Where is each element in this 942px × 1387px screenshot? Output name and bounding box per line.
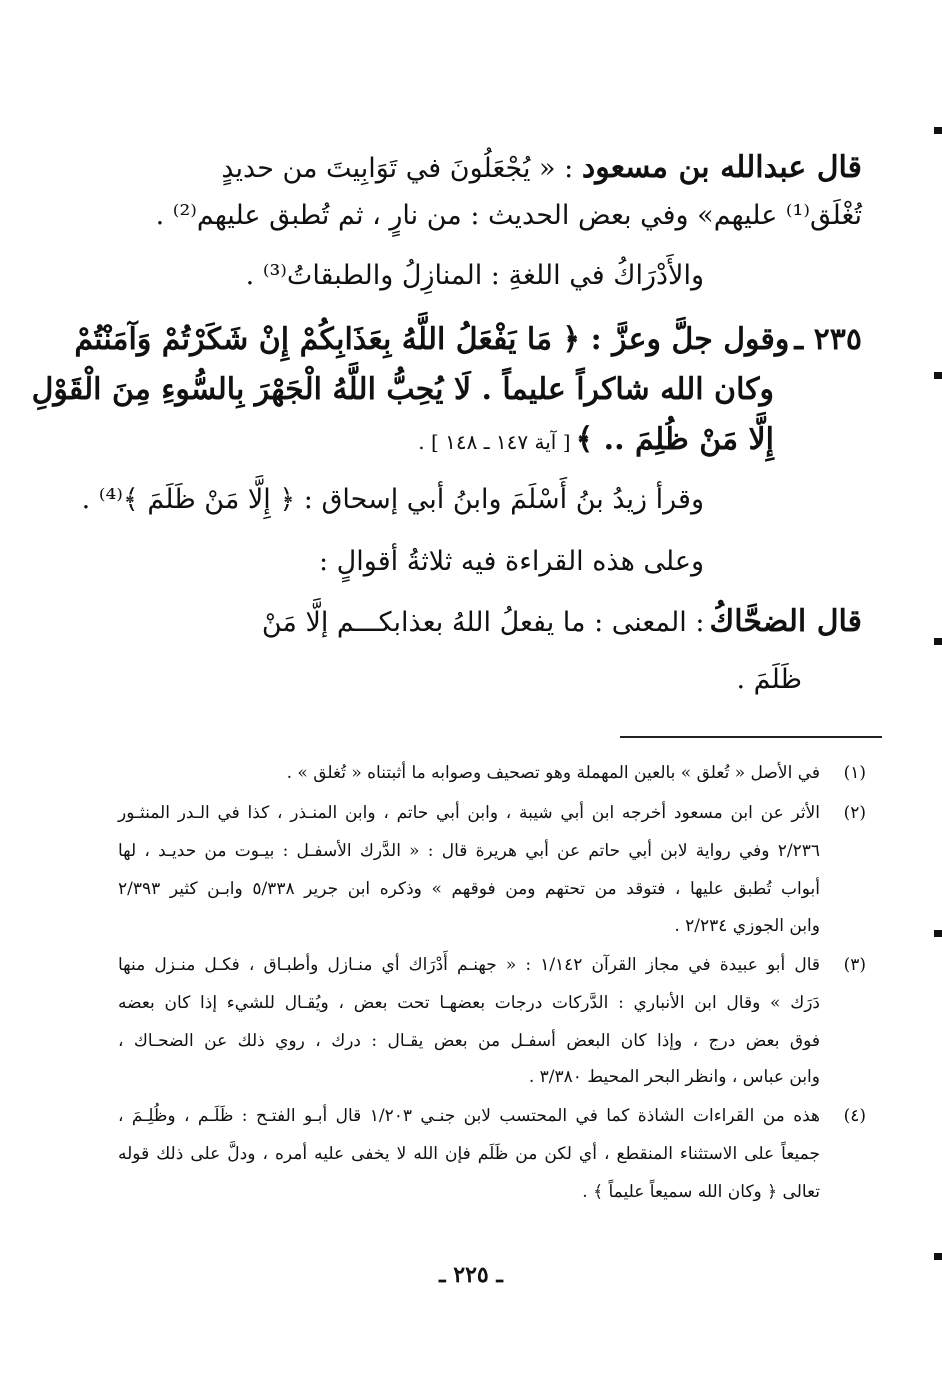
scan-edge-mark	[934, 372, 942, 379]
speaker-dahhak: قال الضحَّاكُ	[709, 604, 862, 639]
main-line-9	[110, 604, 862, 639]
footnote-number: (٤)	[843, 1106, 866, 1126]
footnote-number: (٣)	[843, 955, 866, 975]
main-line-2: تُغْلَق⁽¹⁾ عليهم» وفي بعض الحديث : من نارٍ ، ثم تُطبق عليهم⁽²⁾ .	[155, 200, 862, 231]
footnote-divider	[620, 736, 882, 738]
footnote-line: وابن الجوزي ٢/٢٣٤ .	[674, 916, 820, 936]
main-line-9-text: : المعنى : ما يفعلُ اللهُ بعذابكـــم إلَّا مَنْ	[261, 607, 705, 638]
footnote-line: هذه من القراءات الشاذة كما في المحتسب لابن جنـي ١/٢٠٣ قال أبـو الفتـح : ظَلَـم ، وظُلِـمَ ،	[118, 1106, 820, 1126]
verse-line-2: وكان الله شاكراً عليماً . لَا يُحِبُّ اللَّهُ الْجَهْرَ بِالسُّوءِ مِنَ الْقَوْلِ	[31, 372, 774, 407]
footnote-text: في الأصل « تُعلق » بالعين المهملة وهو تصحيف وصوابه ما أثبتناه « تُغلق » .	[286, 763, 820, 783]
footnote-line: تعالى ﴿ وكان الله سميعاً عليماً ﴾ .	[582, 1182, 820, 1202]
footnote-line: دَرَك » وقال ابن الأنباري : الدَّركات درجات بعضهـا تحت بعض ، ويُقـال للشيء إذا كان بعضه	[118, 993, 820, 1013]
verse-text-3: إِلَّا مَنْ ظُلِمَ .. ﴾	[575, 422, 774, 457]
footnote-number: (١)	[843, 763, 866, 783]
page-number: ـ ٢٢٥ ـ	[439, 1262, 503, 1288]
main-line-1	[110, 150, 862, 186]
footnote-line: أبواب تُطبق عليها ، فتوقد من تحتهم ومن فوقهم » وذكره ابن جرير ٥/٣٣٨ وابـن كثير ٢/٣٩٣	[118, 879, 820, 899]
speaker-ibn-masud: قال عبدالله بن مسعود	[581, 150, 862, 185]
main-line-1-text: : « يُجْعَلُونَ في تَوَابِيتَ من حديدٍ	[221, 153, 574, 184]
main-line-7: وقرأ زيدُ بنُ أَسْلَمَ وابنُ أبي إسحاق : ﴿ إِلَّا مَنْ ظَلَمَ ﴾⁽⁴⁾ .	[81, 484, 704, 515]
footnote-line: ٢/٢٣٦ وفي رواية لابن أبي حاتم عن أبي هريرة قال : « الدَّرك الأسفـل : بيـوت من حديـد ، لها	[118, 841, 820, 861]
scan-edge-mark	[934, 1253, 942, 1260]
footnote-line: الأثر عن ابن مسعود أخرجه ابن أبي شيبة ، وابن أبي حاتم ، وابن المنـذر ، كذا في الـدر المنثـور	[118, 803, 820, 823]
footnote-number: (٢)	[843, 803, 866, 823]
main-line-3: والأَدْرَاكُ في اللغةِ : المنازِلُ والطبقاتُ⁽³⁾ .	[245, 260, 704, 291]
main-line-10: ظَلَمَ .	[736, 664, 802, 695]
footnote-line: فوق بعض درج ، وإذا كان البعض أسفـل من بعض يقـال : درك ، روي ذلك عن الضحـاك ،	[118, 1031, 820, 1051]
scan-edge-mark	[934, 127, 942, 134]
footnote-line: وابن عباس ، وانظر البحر المحيط ٣/٣٨٠ .	[528, 1067, 820, 1087]
verse-number: ٢٣٥ ـ	[794, 322, 862, 357]
verse-line-1	[74, 322, 862, 357]
scan-edge-mark	[934, 930, 942, 937]
main-line-8: وعلى هذه القراءة فيه ثلاثةُ أقوالٍ :	[319, 546, 704, 577]
footnote-line: قال أبو عبيدة في مجاز القرآن ١/١٤٢ : « جهنـم أَدْرَاك أي منـازل وأطبـاق ، فكـل منـزل منها	[118, 955, 821, 975]
verse-text-1: وقول جلَّ وعزَّ : ﴿ مَا يَفْعَلُ اللَّهُ بِعَذَابِكُمْ إِنْ شَكَرْتُمْ وَآمَنْتُمْ	[74, 322, 790, 357]
scan-edge-mark	[934, 638, 942, 645]
verse-line-3	[110, 422, 774, 457]
footnote-line: جميعاً على الاستثناء المنقطع ، أي لكن من ظَلَم فإن الله لا يخفى عليه أمره ، ودلَّ على ذلك قوله	[118, 1144, 820, 1164]
verse-reference: [ آية ١٤٧ ـ ١٤٨ ] .	[418, 430, 571, 454]
